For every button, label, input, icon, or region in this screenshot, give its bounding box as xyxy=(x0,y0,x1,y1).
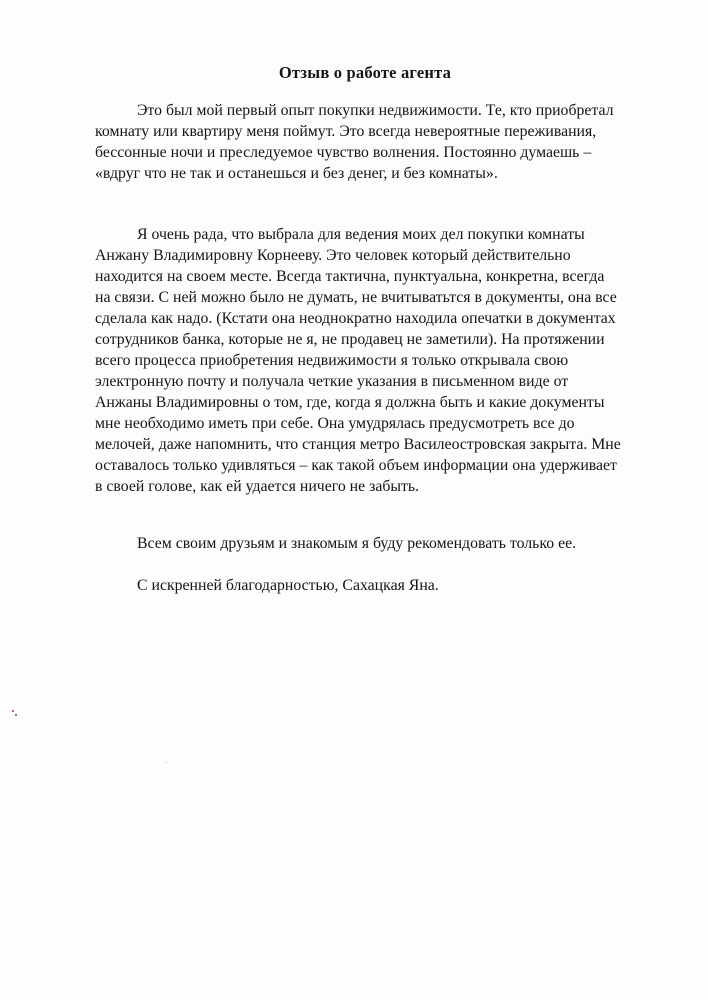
paragraph-2-line-10: мне необходимо иметь при себе. Она умудрялась предусмотреть все до xyxy=(95,415,575,432)
paragraph-3-line-1: Всем своим друзьям и знакомым я буду рекомендовать только ее. xyxy=(137,535,577,552)
paragraph-1-line-2: комнату или квартиру меня поймут. Это всегда невероятные переживания, xyxy=(95,123,597,140)
paragraph-2-line-3: находится на своем месте. Всегда тактична, пунктуальна, конкретна, всегда xyxy=(95,268,605,285)
paragraph-2-line-1: Я очень рада, что выбрала для ведения моих дел покупки комнаты xyxy=(137,226,585,243)
paragraph-2-line-2: Анжану Владимировну Корнееву. Это человек который действительно xyxy=(95,247,571,264)
paragraph-2-line-5: сделала как надо. (Кстати она неоднократно находила опечатки в документах xyxy=(95,310,616,327)
paragraph-2-line-6: сотрудников банка, которые не я, не продавец не заметили). На протяжении xyxy=(95,331,605,348)
paragraph-2-line-4: на связи. С ней можно было не думать, не вчитыватьтся в документы, она все xyxy=(95,289,617,306)
paragraph-2-line-7: всего процесса приобретения недвижимости я только открывала свою xyxy=(95,352,569,369)
scan-speck xyxy=(166,762,167,763)
paragraph-2-line-9: Анжаны Владимировны о том, где, когда я должна быть и какие документы xyxy=(95,394,605,411)
paragraph-2-line-13: в своей голове, как ей удается ничего не забыть. xyxy=(95,478,420,495)
document-title: Отзыв о работе агента xyxy=(278,63,452,82)
paragraph-2-line-8: электронную почту и получала четкие указания в письменном виде от xyxy=(95,373,569,390)
scan-speck xyxy=(15,714,17,716)
paragraph-1-line-1: Это был мой первый опыт покупки недвижимости. Те, кто приобретал xyxy=(137,102,614,119)
paragraph-1-line-4: «вдруг что не так и останешься и без денег, и без комнаты». xyxy=(95,165,498,182)
scan-speck xyxy=(12,710,14,712)
paragraph-2-line-12: оставалось только удивляться – как такой объем информации она удерживает xyxy=(95,457,617,474)
closing-signature-line: С искренней благодарностью, Сахацкая Яна. xyxy=(137,577,439,594)
paragraph-2-line-11: мелочей, даже напомнить, что станция метро Василеостровская закрыта. Мне xyxy=(95,436,621,453)
paragraph-1-line-3: бессонные ночи и преследуемое чувство волнения. Постоянно думаешь – xyxy=(95,144,592,161)
